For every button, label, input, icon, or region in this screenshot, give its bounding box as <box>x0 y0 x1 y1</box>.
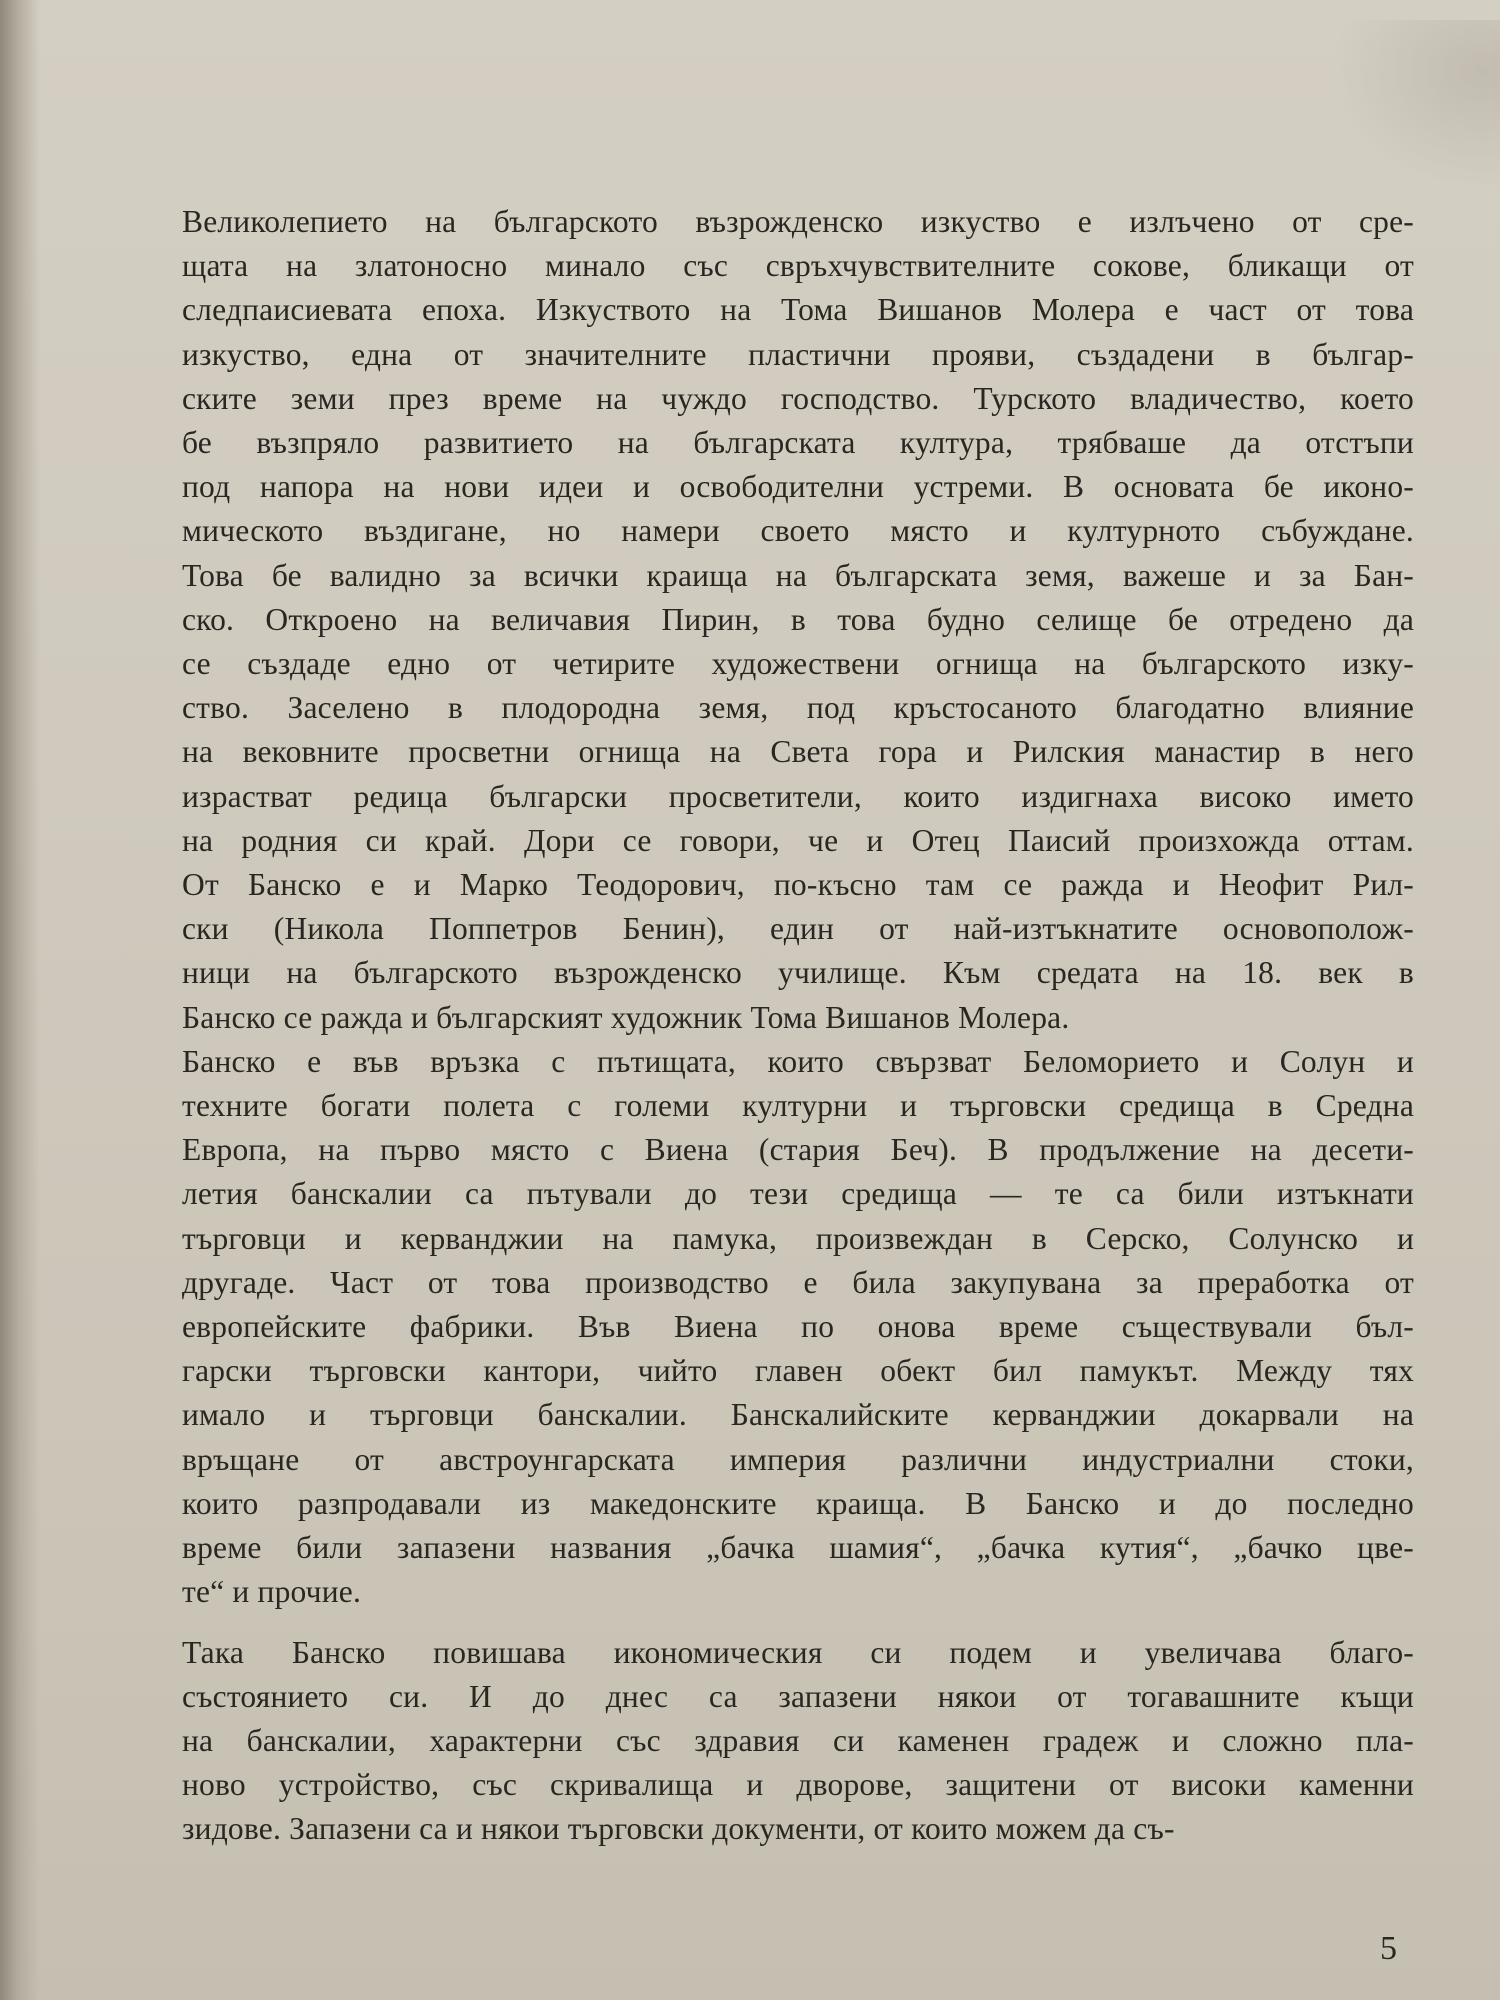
text-line: ново устройство, със скривалища и дворове, защитени от високи каменни <box>182 1767 1414 1803</box>
text-line: връщане от австроунгарската империя различни индустриални стоки, <box>182 1441 1414 1477</box>
text-line: които разпродавали из македонските краища. В Банско и до последно <box>182 1485 1414 1521</box>
text-line: ници на българското възрожденско училище. Към средата на 18. век в <box>182 955 1414 991</box>
text-line: летия банскалии са пътували до тези средища — те са били изтъкнати <box>182 1176 1414 1212</box>
text-line: От Банско е и Марко Теодорович, по-късно там се ражда и Неофит Рил- <box>182 867 1414 903</box>
text-line: се създаде едно от четирите художествени огнища на българското изку- <box>182 646 1414 682</box>
text-line: Банско се ражда и българският художник Тома Вишанов Молера. <box>182 999 1070 1035</box>
text-line: бе възпряло развитието на българската култура, трябваше да отстъпи <box>182 425 1414 461</box>
text-line: Европа, на първо място с Виена (стария Беч). В продължение на десети- <box>182 1132 1414 1168</box>
text-line: щата на златоносно минало със свръхчувствителните сокове, бликащи от <box>182 248 1414 284</box>
text-line: мическото въздигане, но намери своето място и културното събуждане. <box>182 513 1414 549</box>
body-text <box>182 200 1414 1852</box>
text-line: под напора на нови идеи и освободителни устреми. В основата бе иконо- <box>182 469 1414 505</box>
text-line: на вековните просветни огнища на Света гора и Рилския манастир в него <box>182 734 1414 770</box>
text-line: търговци и керванджии на памука, произвеждан в Серско, Солунско и <box>182 1220 1414 1256</box>
page-number: 5 <box>1380 1930 1397 1967</box>
text-line: израстват редица български просветители, които издигнаха високо името <box>182 778 1414 814</box>
text-line: зидове. Запазени са и някои търговски документи, от които можем да съ- <box>182 1811 1175 1847</box>
paragraph-3 <box>182 1631 1414 1852</box>
text-line: ство. Заселено в плодородна земя, под кръстосаното благодатно влияние <box>182 690 1414 726</box>
show-through-shadow <box>1330 20 1500 190</box>
paragraph-1 <box>182 200 1414 1040</box>
text-line: Това бе валидно за всички краища на българската земя, важеше и за Бан- <box>182 557 1414 593</box>
text-line: гарски търговски кантори, чийто главен обект бил памукът. Между тях <box>182 1353 1414 1389</box>
text-line: техните богати полета с големи културни и търговски средища в Средна <box>182 1088 1414 1124</box>
text-line: имало и търговци банскалии. Банскалийските керванджии докарвали на <box>182 1397 1414 1433</box>
text-line: следпаисиевата епоха. Изкуството на Тома Вишанов Молера е част от това <box>182 292 1414 328</box>
text-line: Банско е във връзка с пътищата, които свързват Беломорието и Солун и <box>182 1043 1414 1079</box>
text-line: те“ и прочие. <box>182 1574 362 1610</box>
text-line: състоянието си. И до днес са запазени някои от тогавашните къщи <box>182 1678 1414 1714</box>
text-line: ско. Откроено на величавия Пирин, в това будно селище бе отредено да <box>182 601 1414 637</box>
text-line: изкуство, една от значителните пластични прояви, създадени в българ- <box>182 336 1414 372</box>
text-line: време били запазени названия „бачка шамия“, „бачка кутия“, „бачко цве- <box>182 1530 1414 1566</box>
text-line: другаде. Част от това производство е била закупувана за преработка от <box>182 1264 1414 1300</box>
text-line: на родния си край. Дори се говори, че и Отец Паисий произхожда оттам. <box>182 822 1414 858</box>
book-gutter-shadow <box>0 0 40 2000</box>
text-line: ски (Никола Поппетров Бенин), един от най-изтъкнатите основополож- <box>182 911 1414 947</box>
text-line: ските земи през време на чуждо господство. Турското владичество, което <box>182 380 1414 416</box>
text-line: европейските фабрики. Във Виена по онова време съществували бъл- <box>182 1309 1414 1345</box>
text-line: на банскалии, характерни със здравия си каменен градеж и сложно пла- <box>182 1722 1414 1758</box>
text-line: Така Банско повишава икономическия си подем и увеличава благо- <box>182 1634 1414 1670</box>
paragraph-2 <box>182 1040 1414 1615</box>
text-line: Великолепието на българското възрожденско изкуство е излъчено от сре- <box>182 204 1414 239</box>
